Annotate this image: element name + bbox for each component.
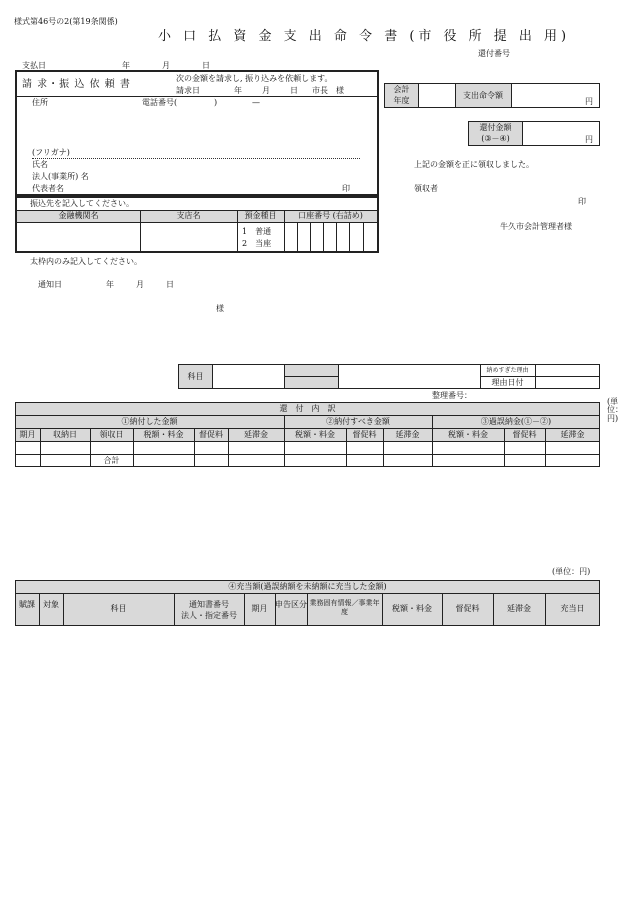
col-tax-1: 税額・料金 [143,430,184,439]
group-paid: ①納付した金額 [121,417,178,426]
col-reminder-3: 督促料 [512,430,537,439]
col-late-2: 延滞金 [395,430,420,439]
phone-close: ) [214,98,218,107]
group-due: ②納付すべき金額 [326,417,390,426]
payment-year: 年 [122,61,130,70]
payment-day: 日 [202,61,210,70]
deposit-type-header: 預金種目 [244,211,277,220]
col-reminder-4: 督促料 [455,604,480,613]
request-heading: 請 求・振 込 依 頼 書 [22,79,131,90]
notice-day: 日 [166,280,174,289]
address-label: 住所 [32,98,48,107]
request-day: 日 [290,86,298,95]
payment-order-amount-label: 支出命令額 [463,91,503,100]
col-period-2: 期月 [251,604,268,613]
unit-vertical: (単位：円) [607,397,623,423]
seal-mark: 印 [342,184,350,193]
notice-date-label: 通知日 [38,280,62,289]
overpay-reason-label: 納めすぎた理由 [486,367,529,374]
col-receipt-date: 収納日 [53,430,77,439]
phone-label: 電話番号( [142,98,178,107]
payment-month: 月 [162,61,170,70]
payment-date-label: 支払日 [22,61,46,70]
account-instruction: 振込先を記入してください。 [30,199,134,208]
col-target: 対象 [43,600,59,609]
deposit-type-current: 2 当座 [242,239,272,248]
yen-label-1: 円 [585,97,593,106]
col-reminder-2: 督促料 [352,430,377,439]
group-overpaid: ③過誤納金(①－②) [480,417,552,426]
furigana-label: (フリガナ) [32,148,70,157]
branch-header: 支店名 [176,211,201,220]
recipient-label: 領収者 [414,184,438,193]
receipt-text: 上記の金額を正に領収しました。 [414,160,534,169]
representative-label: 代表者名 [32,184,64,193]
fiscal-label-1: 会計 [393,85,410,94]
allocation-title: ④充当額(過誤納額を未納額に充当した金額) [228,582,387,591]
phone-dash: — [252,98,260,107]
col-tax-4: 税額・料金 [392,604,432,613]
form-number: 様式第46号の2(第19条関係) [14,17,118,26]
col-period: 期月 [19,430,36,439]
col-declaration: 申告区分 [275,600,307,609]
col-tax-2: 税額・料金 [295,430,335,439]
thick-frame-note: 太枠内のみ記入してください。 [30,257,142,266]
request-month: 月 [262,86,270,95]
unit-label-2: (単位：円) [552,567,591,576]
total-label: 合計 [103,456,120,465]
col-allocation-date: 充当日 [560,604,585,613]
fiscal-label-2: 年度 [393,96,410,105]
col-business-info: 業務固有情報／事業年度 [309,599,380,617]
breakdown-title: 還 付 内 訳 [279,404,336,413]
notice-month: 月 [136,280,144,289]
col-received-date: 領収日 [99,430,124,439]
refund-amount-label-2: (③－④) [481,134,510,143]
yen-label-2: 円 [585,135,593,144]
request-date-label: 請求日 [176,86,200,95]
col-late-3: 延滞金 [560,430,585,439]
name-label: 氏名 [32,160,48,169]
accountant-label: 牛久市会計管理者様 [500,222,572,231]
col-late-4: 延滞金 [507,604,531,613]
refund-amount-label-1: 還付金額 [479,123,512,132]
deposit-type-ordinary: 1 普通 [242,227,272,236]
col-late-1: 延滞金 [244,430,268,439]
col-tax-3: 税額・料金 [448,430,488,439]
col-subject: 科目 [110,604,127,613]
request-year: 年 [234,86,242,95]
request-text: 次の金額を請求し, 振り込みを依頼します。 [176,74,333,83]
bank-name-header: 金融機関名 [58,211,99,220]
mayor-label: 市長 様 [312,86,344,95]
refund-number-label: 還付番号 [478,49,510,58]
notice-sama: 様 [216,304,224,313]
page-title: 小 口 払 資 金 支 出 命 令 書 (市 役 所 提 出 用) [158,29,571,44]
recipient-seal: 印 [578,197,586,206]
col-notice-number: 通知書番号 法人・指定番号 [181,600,237,621]
registration-number-label: 整理番号： [432,391,472,400]
corp-name-label: 法人(事業所) 名 [32,172,89,181]
notice-year: 年 [106,280,114,289]
col-assessment: 賦課 [19,600,35,609]
account-number-header: 口座番号 (右詰め) [298,211,363,220]
reason-date-label: 理由日付 [491,378,524,387]
col-reminder-1: 督促料 [199,430,223,439]
subject-label: 科目 [187,372,204,381]
